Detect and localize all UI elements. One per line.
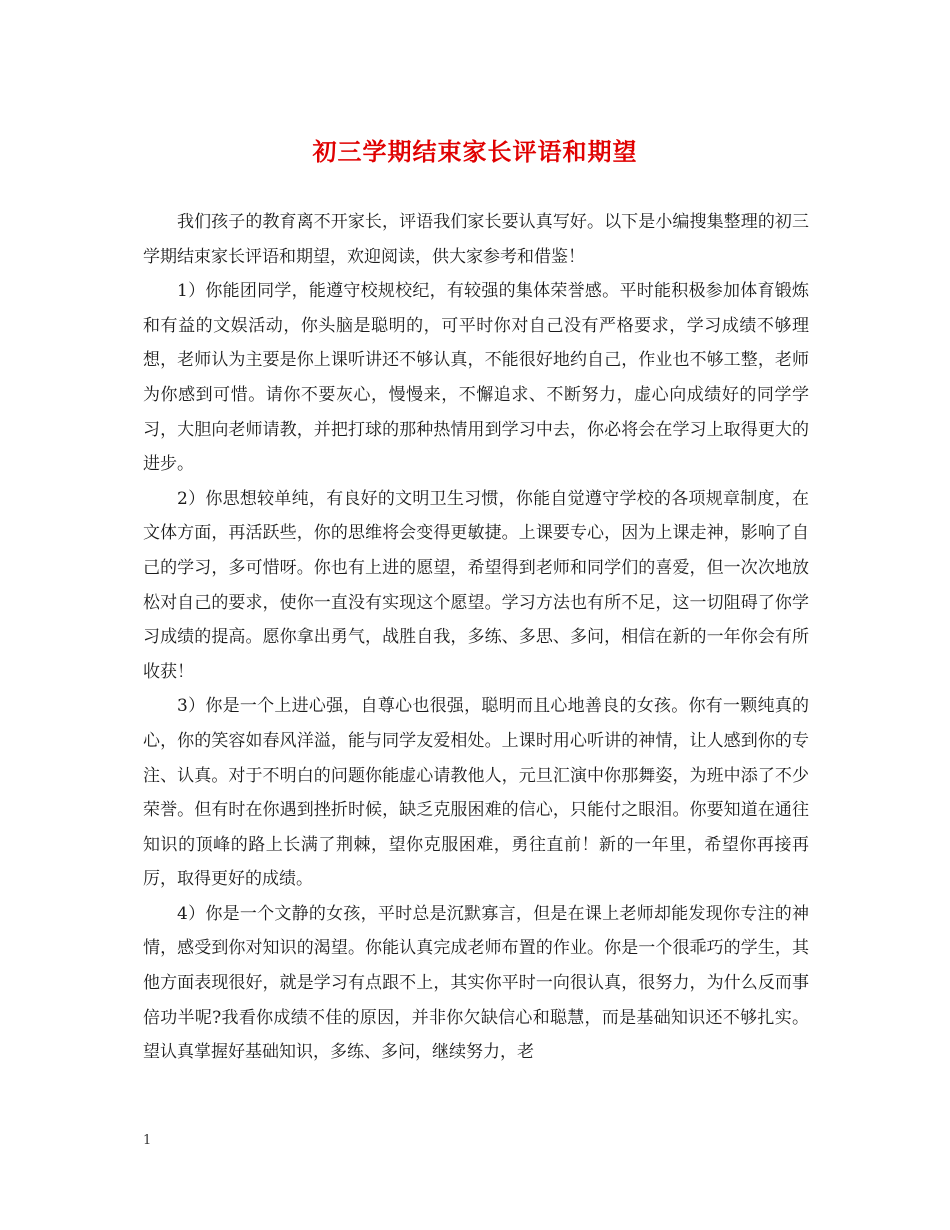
comment-paragraph-4: 4）你是一个文静的女孩，平时总是沉默寡言，但是在课上老师却能发现你专注的神情，感受到你对知识的渴望。你能认真完成老师布置的作业。你是一个很乖巧的学生，其他方面表现很好，就是学习有点跟不上，其实你平时一向很认真，很努力，为什么反而事倍功半呢?我看你成绩不佳的原因，并非你欠缺信心和聪慧，而是基础知识还不够扎实。望认真掌握好基础知识，多练、多问，继续努力，老 <box>143 903 809 1063</box>
document-title: 初三学期结束家长评语和期望 <box>312 137 638 166</box>
document-body <box>143 205 809 1070</box>
comment-paragraph-3: 3）你是一个上进心强，自尊心也很强，聪明而且心地善良的女孩。你有一颗纯真的心，你的笑容如春风洋溢，能与同学友爱相处。上课时用心听讲的神情，让人感到你的专注、认真。对于不明白的问题你能虚心请教他人，元旦汇演中你那舞姿，为班中添了不少荣誉。但有时在你遇到挫折时候，缺乏克服困难的信心，只能付之眼泪。你要知道在通往知识的顶峰的路上长满了荆棘，望你克服困难，勇往直前！新的一年里，希望你再接再厉，取得更好的成绩。 <box>143 696 809 890</box>
comment-paragraph-1: 1）你能团同学，能遵守校规校纪，有较强的集体荣誉感。平时能积极参加体育锻炼和有益的文娱活动，你头脑是聪明的，可平时你对自己没有严格要求，学习成绩不够理想，老师认为主要是你上课听讲还不够认真，不能很好地约自己，作业也不够工整，老师为你感到可惜。请你不要灰心，慢慢来，不懈追求、不断努力，虚心向成绩好的同学学习，大胆向老师请教，并把打球的那种热情用到学习中去，你必将会在学习上取得更大的进步。 <box>143 281 809 475</box>
page-number: 1 <box>143 1133 152 1148</box>
intro-paragraph: 我们孩子的教育离不开家长，评语我们家长要认真写好。以下是小编搜集整理的初三学期结束家长评语和期望，欢迎阅读，供大家参考和借鉴！ <box>143 212 809 267</box>
comment-paragraph-2: 2）你思想较单纯，有良好的文明卫生习惯，你能自觉遵守学校的各项规章制度，在文体方面，再活跃些，你的思维将会变得更敏捷。上课要专心，因为上课走神，影响了自己的学习，多可惜呀。你也有上进的愿望，希望得到老师和同学们的喜爱，但一次次地放松对自己的要求，使你一直没有实现这个愿望。学习方法也有所不足，这一切阻碍了你学习成绩的提高。愿你拿出勇气，战胜自我，多练、多思、多问，相信在新的一年你会有所收获！ <box>143 488 809 682</box>
